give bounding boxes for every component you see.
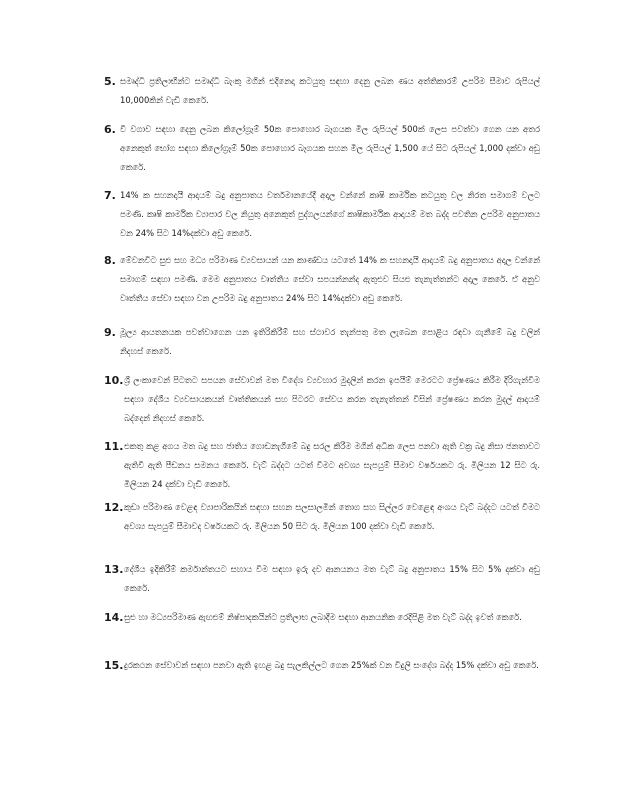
list-item-7 bbox=[104, 186, 540, 243]
list-item-12 bbox=[104, 498, 540, 536]
list-item-15 bbox=[104, 656, 540, 675]
item-text: කුඩා පරිමාණ වෙළඳ ව්‍යාපාරිකයින් සඳහා සහන සලසාලමින් තොග සහ සිල්ලර වෙළෙඳ අංශය වැට් බද්දට යටත් වීමට අවශ්‍ය සැපයුම් සීමාවද වර්ෂයකට රු. මිලියන 50 සිට රු. මිලියන 100 දක්වා වැඩි කෙරේ. bbox=[124, 502, 540, 531]
item-number: 12. bbox=[104, 501, 124, 514]
list-item-13 bbox=[104, 560, 540, 598]
item-text: මූල්‍ය ආයතනයක පවත්වාගෙන යන ඉතිරිකිරීම් සහ ස්ථාවර තැන්පතු මත ලැබෙන පොළිය රඳවා ගැනීමේ බදු වලින් නිදහස් කෙරේ. bbox=[120, 327, 540, 356]
item-number: 13. bbox=[104, 563, 124, 576]
item-number: 10. bbox=[104, 374, 124, 387]
item-text: දේශීය ඉදිකිරීම් කර්මාන්තයට සහාය වීම සඳහා ඉරු දව ආනයනය මත වැට් බදු අනුපාතය 15% සිට 5% දක්වා අඩු කෙරේ. bbox=[124, 564, 540, 593]
list-item-6 bbox=[104, 120, 540, 177]
item-number: 7. bbox=[104, 189, 116, 202]
list-item-5 bbox=[104, 72, 540, 110]
item-text: දුරකථන සේවාවන් සඳහා පනවා ඇති ඉහළ බදු සැලකිල්ලට ගෙන 25%ක් වන විදුලි සංදේශ බද්ද 15% දක්වා අඩු කෙරේ. bbox=[124, 660, 539, 670]
item-text: 14% ක සහනදායී ආදායම් බදු අනුපාතය වර්තමානයේදී අදාල වන්නේ කෘෂි කාර්මික කටයුතු වල නිරත සමාගම් වලට පමණි. කෘෂි කාර්මික ව්‍යාපාර වල නියුතු අනෙකුත් පුද්ගලයන්ගේ කෘෂිකාර්මික ආදායම් මත බද්ද පවතින උපරිම අනුපාතය වන 24% සිට 14%දක්වා අඩු කෙරේ. bbox=[120, 190, 540, 238]
list-item-10 bbox=[104, 371, 540, 428]
list-item-11 bbox=[104, 437, 540, 494]
item-number: 6. bbox=[104, 123, 116, 136]
item-number: 5. bbox=[104, 75, 116, 88]
item-number: 11. bbox=[104, 440, 124, 453]
item-number: 14. bbox=[104, 611, 124, 624]
item-text: මේවනවිට සුළු සහ මධ්‍ය පරිමාණ ව්‍යවසායන් යන කාණ්ඩය යටතේ 14% ක සහනදායී ආදායම් බදු අනුපාතය අදාල වන්නේ සමාගම් සඳහා පමණි. මෙම අනුපාතය වෘත්තීය සේවා සපයන්නන්ද ඇතුළුව සියළු තැනැත්තන්ට අදාල කෙරේ. ඒ අනුව වෘත්තීය සේවා සඳහා වන උපරිම බදු අනුපාතය 24% සිට 14%දක්වා අඩු කෙරේ. bbox=[120, 255, 540, 303]
item-text: වී වගාව සඳහා දෙනු ලබන කිලෝග්‍රෑම් 50ක පොහොර බෑගයක මිල රුපියල් 500ක් ලෙස පවත්වා ගෙන යන අතර අනෙකුත් භෝග සඳහා කිලෝග්‍රෑම් 50ක පොහොර බෑගයක සහන මිල රුපියල් 1,500 යේ සිට රුපියල් 1,000 දක්වා අඩු කෙරේ. bbox=[120, 124, 540, 172]
item-number: 8. bbox=[104, 254, 116, 267]
item-text: එකතු කළ අගය මත බදු සහ ජාතිය ගොඩනැගීමේ බදු සරල කිරීම මගින් අධික ලෙස පනවා ඇති වක්‍ර බදු නිසා ජනතාවට ඇතිවී ඇති පීඩනය සමනය කෙරේ. වැට් බද්දට යටත් වීමට අවශ්‍ය සැපයුම් සීමාව වර්ෂයකට රු. මිලියන 12 සිට රු. මිලියන 24 දක්වා වැඩි කෙරේ. bbox=[124, 441, 540, 489]
list-item-9 bbox=[104, 323, 540, 361]
item-text: සුළු හා මධ්‍යපරිමාණ ඇඟළුම් නිෂ්පාදකයින්ට ප්‍රතිලාභ ලබාදීම සඳහා ආනයනික රෙදිපිළි මත වැට් බද්ද ඉවත් කෙරේ. bbox=[124, 612, 522, 622]
item-number: 9. bbox=[104, 326, 116, 339]
item-text: ශ්‍රී ලංකාවෙන් පිටතට සපයන සේවාවන් මත විදේශ ව්‍යවහාර මුදලින් කරන ඉපයීම් මෙරටට ප්‍රේෂණය කිරීම දිරිගැන්වීම සඳහා දේශීය ව්‍යවසායකයන් වෘත්තිකයන් සහ පිටරට සේවය කරන තැනැත්තන් විසින් ප්‍රේෂණය කරන මුදල් ආදායම් බද්දෙන් නිදහස් කෙරේ. bbox=[124, 375, 540, 423]
list-item-14 bbox=[104, 608, 540, 627]
item-number: 15. bbox=[104, 659, 124, 672]
list-item-8 bbox=[104, 251, 540, 308]
item-text: සමෘද්ධි ප්‍රතිලාභීන්ට සමෘද්ධි බැංකු මගින් එදිනෙදා කටයුතු සඳහා දෙනු ලබන ණය අත්තිකාරම් උපරිම සීමාව රුපියල් 10,000කින් වැඩි කෙරේ. bbox=[120, 76, 540, 105]
